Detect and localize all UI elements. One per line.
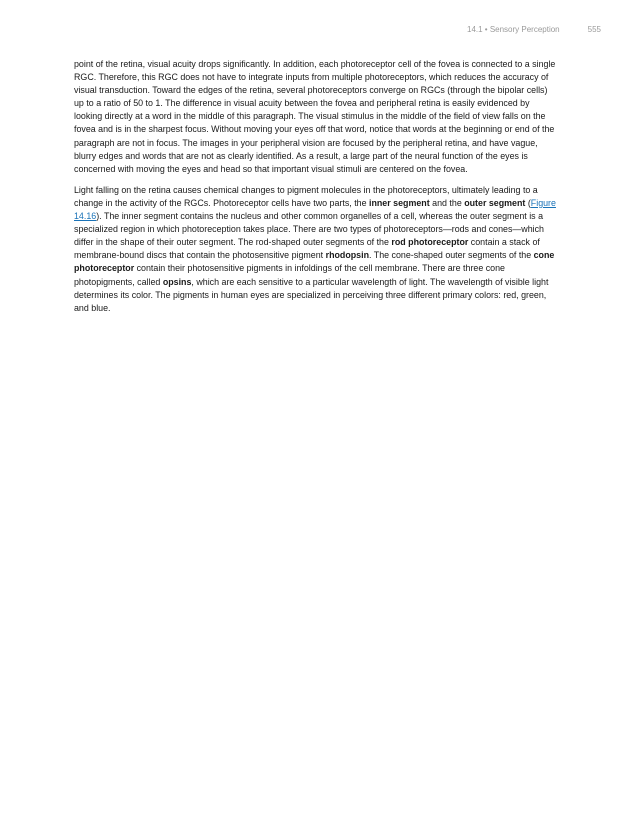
section-title: 14.1 • Sensory Perception — [467, 25, 560, 34]
paragraph-photoreceptors — [74, 184, 558, 315]
text-run: , which are each sensitive to a particular wavelength of light. The wavelength of visible light determines its color. The pigments in human eyes are specialized in perceiving three different primary colors: red, green, and blue. — [74, 276, 549, 313]
text-run: contain a stack of membrane-bound discs that contain the photosensitive pigment — [74, 237, 540, 261]
key-term-opsins: opsins — [162, 276, 192, 287]
key-term-inner-segment: inner segment — [369, 197, 430, 208]
text-run: . The cone-shaped outer segments of the — [369, 250, 534, 261]
figure-14-16-link[interactable]: Figure 14.16 — [74, 197, 556, 222]
text-run: contain their photosensitive pigments in infoldings of the cell membrane. There are three cone photopigments, called — [74, 263, 505, 287]
text-run: and the — [429, 197, 465, 208]
text-run: Light falling on the retina causes chemical changes to pigment molecules in the photoreceptors, ultimately leading to a change in the activity of the RGCs. Photoreceptor cells have two parts, the — [74, 184, 538, 208]
key-term-rhodopsin: rhodopsin — [325, 250, 369, 261]
page-number: 555 — [587, 25, 601, 34]
key-term-rod-photoreceptor: rod photoreceptor — [391, 237, 469, 248]
text-run: ). The inner segment contains the nucleus and other common organelles of a cell, whereas the outer segment is a specialized region in which photoreception takes place. There are two types of photoreceptors—rods and cones—which differ in the shape of their outer segment. The rod-shaped outer segments of the — [74, 211, 544, 248]
key-term-cone-photoreceptor: cone photoreceptor — [74, 250, 555, 274]
body-content — [74, 58, 558, 323]
paragraph-fovea-acuity: point of the retina, visual acuity drops significantly. In addition, each photoreceptor cell of the fovea is connected to a single RGC. Therefore, this RGC does not have to integrate inputs from multiple photoreceptors, which reduces the accuracy of visual transduction. Toward the edges of the retina, several photoreceptors converge on RGCs (through the bipolar cells) up to a ratio of 50 to 1. The difference in visual acuity between the fovea and peripheral retina is easily evidenced by looking directly at a word in the middle of this paragraph. The visual stimulus in the middle of the field of view falls on the fovea and is in the sharpest focus. Without moving your eyes off that word, notice that words at the beginning or end of the paragraph are not in focus. The images in your peripheral vision are focused by the peripheral retina, and have vague, blurry edges and words that are not as clearly identified. As a result, a large part of the neural function of the eyes is concerned with moving the eyes and head so that important visual stimuli are centered on the fovea. — [74, 59, 556, 174]
key-term-outer-segment: outer segment — [464, 197, 526, 208]
text-run: ( — [525, 197, 531, 208]
running-header — [467, 25, 601, 34]
